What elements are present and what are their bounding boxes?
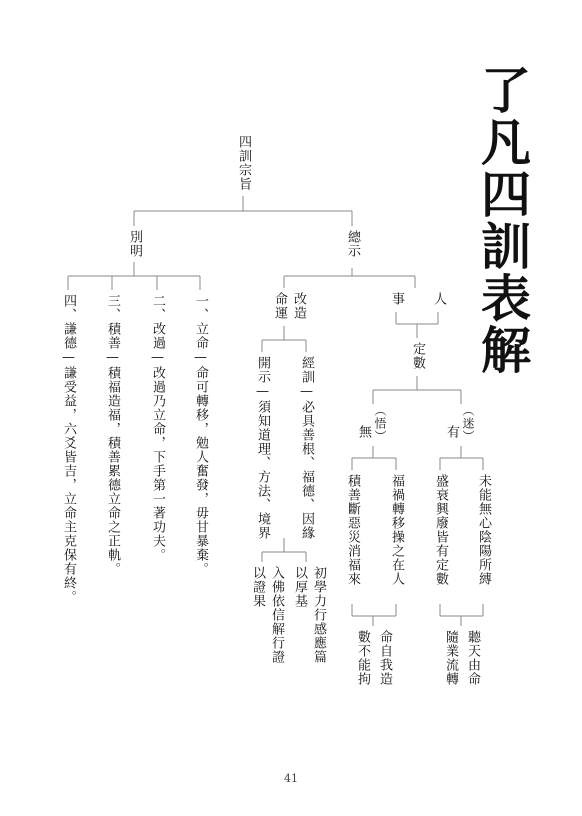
- node-suiye: 隨業流轉: [443, 630, 458, 686]
- node-you: 有: [444, 425, 459, 439]
- node-yizhengguo: 以證果: [250, 566, 265, 608]
- node-tingtian: 聽天由命: [465, 630, 480, 686]
- node-shi: 事: [389, 292, 404, 306]
- node-dingshu: 定數: [410, 342, 425, 370]
- root-node: 四訓宗旨: [236, 135, 251, 191]
- page-number: 41: [284, 772, 298, 785]
- node-jishan: 積善斷惡災消福來: [345, 474, 360, 586]
- bie-item-2: 二、改過—改過乃立命，下手第一著功夫。: [150, 294, 165, 562]
- node-zongshi: 總示: [345, 230, 360, 258]
- node-gaizao: 改造: [291, 292, 306, 320]
- node-fuhuo: 福禍轉移操之在人: [389, 474, 404, 586]
- node-mingziwozao: 命自我造: [377, 630, 392, 686]
- bie-item-1: 一、立命—命可轉移，勉人奮發，毋甘暴棄。: [193, 294, 208, 576]
- node-ren: 人: [431, 292, 446, 306]
- node-chuxue: 初學力行感應篇: [311, 566, 326, 664]
- node-mingyun: 命運: [272, 292, 287, 320]
- node-jingxun: 經訓—必具善根、福德、因緣: [299, 356, 314, 540]
- node-wu-paren: （悟）: [373, 404, 387, 443]
- node-shengshuai: 盛衰興廢皆有定數: [433, 474, 448, 586]
- node-rufo: 入佛依信解行證: [269, 566, 284, 664]
- node-shubunengju: 數不能拘: [355, 630, 370, 686]
- node-yihouji: 以厚基: [292, 566, 307, 608]
- node-wu: 無: [356, 425, 371, 439]
- bie-item-4: 四、謙德—謙受益，六爻皆吉，立命主克保有終。: [61, 294, 76, 604]
- page-title: 了凡四訓表解: [473, 64, 532, 376]
- node-kaishi: 開示—須知道理、方法、境界: [255, 356, 270, 540]
- bie-item-3: 三、積善—積福造福，積善累德立命之正軌。: [105, 294, 120, 576]
- node-weineng: 未能無心陰陽所縛: [476, 474, 491, 586]
- node-bieming: 別明: [127, 230, 142, 258]
- node-mi-paren: （迷）: [461, 404, 475, 443]
